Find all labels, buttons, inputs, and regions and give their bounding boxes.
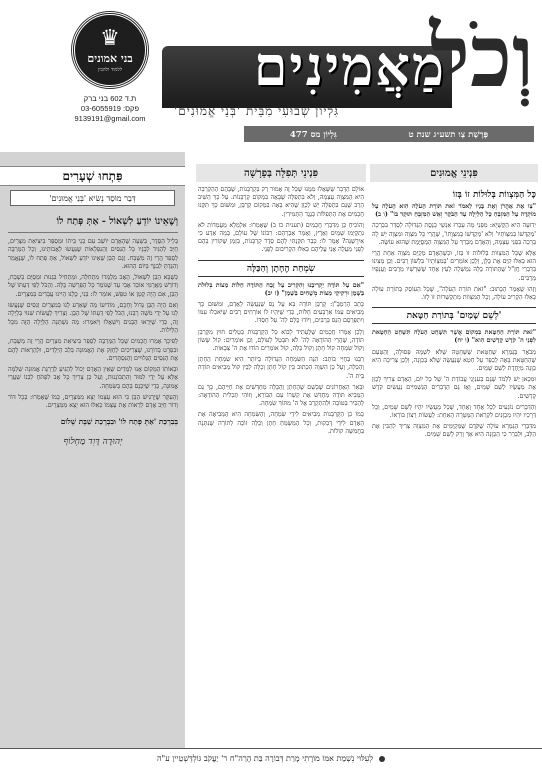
- article-paragraph: אוֹלָם הַדָּבָר שֶׁשָּׁאֲלוּ מִמֶּנּוּ שֶׁכָּל זֶה אָמוּר רַק בְּקָרְבָּנוֹת, שֶׁבָּהֶם הַהַקְרָבָה הִיא הַמִּצְוָה עַצְמָהּ, וְלֹא בִּתְפִלָּה שֶׁבָּאָה בִּמְקוֹם קָרְבָּנוֹת. עַל כָּךְ הֵשִׁיב הָרַב שֶׁגַּם בִּתְפִלָּה יֵשׁ לְכַוֵּן שֶׁהִיא בָּאָה בִּמְקוֹם קָרְבָּן, וּמִשּׁוּם כָּךְ תִּקְּנוּ חֲכָמִים אֶת הַתְּפִלּוֹת כְּנֶגֶד הַתְּמִידִין.: [198, 186, 364, 218]
- masthead: [0, 0, 542, 152]
- middle-article-column: [198, 186, 364, 726]
- divider: [8, 232, 178, 233]
- article-paragraph: מְבֹאָר בַּגְּמָרָא שֶׁחַטָּאת שֶׁשְּׁחָטָהּ שֶׁלֹּא לִשְׁמָהּ פְּסוּלָה, וְהַטַּעַם שֶׁהַחַטָּאת בָּאָה לְכַפֵּר עַל חֵטְא שֶׁנַּעֲשָׂה שֶׁלֹּא בְּכַוָּנָה, וְלָכֵן צְרִיכָה הִיא כַּוָּנָה מְיֻחֶדֶת לְשֵׁם שָׁמַיִם.: [372, 348, 536, 373]
- article-paragraph: וּבֵאֵר הָאַחֲרוֹנִים שֶׁכְּשֵׁם שֶׁהֶחָתָן וְהַכַּלָּה מְחַדְּשִׁים אֶת חַיֵּיהֶם, כָּךְ גַּם הַמֵּבִיא תּוֹדָה מְחַדֵּשׁ אֶת קִשְׁרוֹ עִם הַבּוֹרֵא, וְזוֹהִי תַּכְלִית הַהוֹדָאָה: לְהַכִּיר בַּטּוֹבָה וּלְהִתְקָרֵב אֶל ה' מִתּוֹךְ שִׂמְחָה.: [198, 383, 364, 408]
- contact-info: [62, 94, 158, 124]
- article-paragraph: וְלָכֵן אָמְרוּ חֲכָמִים שֶׁלֶּעָתִיד לָבוֹא כָּל הַקָּרְבָּנוֹת בְּטֵלִים חוּץ מִקָּרְבַּן תּוֹדָה, שֶׁהֲרֵי הַהוֹדָאָה לַה' לֹא תִּבָּטֵל לְעוֹלָם, וְכֵן אוֹמְרִים: קוֹל שָׂשׂוֹן וְקוֹל שִׂמְחָה קוֹל חָתָן וְקוֹל כַּלָּה, קוֹל אוֹמְרִים הוֹדוּ אֶת ה' צְבָאוֹת.: [198, 328, 364, 353]
- sidebar-paragraph: לְפִיכָךְ אָמְרוּ חֲכָמִים שֶׁכָּל הַמַּרְבֶּה לְסַפֵּר בִּיצִיאַת מִצְרַיִם הֲרֵי זֶה מְשֻׁבָּח, וּבִפְרָט בְּדוֹרֵנוּ, שֶׁצְּרִיכִים לְחַזֵּק אֶת הָאֱמוּנָה בְּלֵב הַיְּלָדִים, וּלְהַרְאוֹת לָהֶם אֶת הַנִּסִּים הַגְּלוּיִים וְהַנִּסְתָּרִים.: [8, 338, 178, 362]
- title-prefix: וְכֹל: [429, 6, 534, 107]
- crown-icon: ♛: [100, 25, 120, 51]
- contact-address: ת.ד 602 בני ברק: [83, 94, 137, 103]
- sidebar-closing: בְּבִרְכַּת 'אַתְּ פְּתַח לוֹ' וּבִבְרָכַת שַׁבָּת שָׁלוֹם: [60, 416, 178, 426]
- article-paragraph: אֶלָּא שֶׁכָּל הַמִּצְווֹת בְּלוּלוֹת זוֹ בְּזוֹ, וּכְשֶׁהָאָדָם מְקַיֵּם מִצְוָה אַחַת הֲרֵי הוּא כְּאִלּוּ קִיֵּם אֶת כֻּלָּן, וְלָכֵן אוֹמְרִים 'בְּמִצְוֹתָיו' בִּלְשׁוֹן רַבִּים. וְכֵן מָצִינוּ בְּדִבְרֵי חֲזַ"ל שֶׁהַתּוֹרָה כֻּלָּהּ נִמְשְׁלָה לְעֵץ אֶחָד שֶׁשָּׁרָשָׁיו מְרֻבִּים וַעֲנָפָיו מְרֻבִּים.: [372, 250, 536, 282]
- logo-tagline: ללמוד ולהבין: [97, 66, 123, 73]
- sidebar-heading: וְשֶׁאֵינוֹ יוֹדֵעַ לִשְׁאוֹל - אַתְּ פְּתַח לוֹ: [56, 216, 178, 227]
- sidebar-subheader: דְּבַר מוֹסַד נְשִׂיא 'בְּנֵי אֱמוּנִים': [10, 190, 175, 206]
- article-paragraph: יְדוּעָה הִיא הַקֻּשְׁיָא: מִפְּנֵי מָה עָבְרוּ אַנְשֵׁי כְּנֶסֶת הַגְּדוֹלָה לְסַדֵּר בִּבְרָכָה 'מְקַדְּשׁוֹ בְּמִצְוֹתָיו' וְלֹא 'מְקַדְּשׁוֹ בְּמִצְוָתוֹ', שֶׁהֲרֵי כָּל מִצְוָה וּמִצְוָה יֵשׁ לָהּ בְּרָכָה בִּפְנֵי עַצְמָהּ, וְהָאָדָם מְבָרֵךְ עַל הַמִּצְוָה הַמְסֻיֶּמֶת שֶׁהוּא עוֹשֶׂה.: [372, 222, 536, 246]
- sidebar-paragraph: וְאִם הָיָה הַבֵּן גָּדוֹל וְחָכָם, מוֹדִיעוֹ מַה שֶּׁאֵרַע לָנוּ בְּמִצְרַיִם וְנִסִּים שֶׁנַּעֲשׂוּ לָנוּ עַל יְדֵי מֹשֶׁה רַבֵּנוּ, הַכֹּל לְפִי דַּעְתּוֹ שֶׁל הַבֵּן. וְצָרִיךְ לַעֲשׂוֹת שִׁנּוּי בְּלַיְלָה זֶה, כְּדֵי שֶׁיִּרְאוּ הַבָּנִים וְיִשְׁאֲלוּ וְיֹאמְרוּ: מַה נִּשְׁתַּנָּה הַלַּיְלָה הַזֶּה מִכָּל הַלֵּילוֹת.: [8, 302, 178, 334]
- sidebar-paragraph: בְּלֵיל הַסֵּדֶר, בְּשָׁעָה שֶׁהָאָדָם יוֹשֵׁב עִם בְּנֵי בֵּיתוֹ וּמְסַפֵּר בִּיצִיאַת מִצְרַיִם, חַיָּב לְהַגִּיד לְבָנָיו כָּל הַנִּסִּים וְהַנִּפְלָאוֹת שֶׁנַּעֲשׂוּ לַאֲבוֹתֵינוּ, וְכָל הַמַּרְבֶּה לְסַפֵּר הֲרֵי זֶה מְשֻׁבָּח. וְגַם הַבֵּן שֶׁאֵינוֹ יוֹדֵעַ לִשְׁאוֹל, אַתְּ פְּתַח לוֹ, שֶׁנֶּאֱמַר וְהִגַּדְתָּ לְבִנְךָ בַּיּוֹם הַהוּא.: [8, 238, 178, 270]
- organization-logo: [72, 12, 148, 88]
- editorial-sidebar: [0, 152, 185, 748]
- article-paragraph: כָּתַב הָרַמְבַּ"ן: קָרְבַּן תּוֹדָה בָּא עַל נֵס שֶׁנַּעֲשָׂה לָאָדָם, וּמִשּׁוּם כָּךְ מְבִיאִים עִמּוֹ אַרְבָּעִים חַלּוֹת, כְּדֵי שֶׁיִּהְיוּ לוֹ אוֹרְחִים רַבִּים שֶׁיֹּאכְלוּ עִמּוֹ וְיִתְפַּרְסֵם הַנֵּס בָּרַבִּים, וְיוֹדוּ כֻּלָּם לַה' עַל חַסְדּוֹ.: [198, 301, 364, 325]
- contact-fax: פקס: 03-6055919: [80, 104, 140, 113]
- section-title: שִׂמְחַת הֶחָתָן וְהַכַּלָּה: [198, 260, 364, 277]
- masthead-subtitle: גִּלְיוֹן שְׁבוּעִי מִבֵּית 'בְּנֵי אֱמוּנִים': [174, 104, 340, 118]
- right-column-header: פִּנְינֵי אֱמוּנִים: [370, 164, 538, 182]
- section-title: 'לְשֵׁם שָׁמַיִם' בְּתוֹרַת חַטָּאת: [372, 307, 536, 324]
- article-paragraph: וְזֶהוּ שֶׁאָמַר הַכָּתוּב: "זֹאת תּוֹרַת הָעֹלָה", שֶׁכָּל הָעוֹסֵק בְּתוֹרַת עוֹלָה כְּאִלּוּ הִקְרִיב עוֹלָה, וְכָל הַמִּצְווֹת מִתְקַשְּׁרוֹת זוֹ לְזוֹ.: [372, 285, 536, 302]
- sidebar-paragraph: וְהָעִקָּר שֶׁיַּרְגִּישׁ הַבֵּן כִּי הוּא עַצְמוֹ יָצָא מִמִּצְרַיִם, כְּמוֹ שֶׁאָמְרוּ: בְּכָל דּוֹר וָדוֹר חַיָּב אָדָם לִרְאוֹת אֶת עַצְמוֹ כְּאִלּוּ הוּא יָצָא מִמִּצְרַיִם.: [8, 394, 178, 410]
- verse-quote: "זֹאת תּוֹרַת הַחַטָּאת בִּמְקוֹם אֲשֶׁר תִּשָּׁחֵט הָעֹלָה תִּשָּׁחֵט הַחַטָּאת לִפְנֵי ה' קֹדֶשׁ קָדָשִׁים הִוא" (ו יח): [372, 329, 536, 345]
- sidebar-body: [8, 212, 178, 732]
- title-main: מַאֲמִינִים: [253, 34, 446, 98]
- issue-number: גִּלְיוֹן מס 477: [289, 129, 337, 140]
- issue-parasha: פָּרָשַׁת צַו תשע״ג שנת ט: [408, 129, 489, 140]
- article-paragraph: כְּמוֹ כֵן הַקָּרְבָּנוֹת מְבִיאִים לִידֵי שִׂמְחָה, וְהַשִּׂמְחָה הִיא הַמְּבִיאָה אֶת הָאָדָם לִידֵי דְּבֵקוּת, וְכָל הַמְּשַׂמֵּחַ חָתָן וְכַלָּה זוֹכֶה לְתוֹרָה שֶׁנִּתְּנָה בַּחֲמִשָּׁה קוֹלוֹת.: [198, 411, 364, 435]
- logo-name: בני אמונים: [87, 51, 133, 65]
- article-paragraph: וּמִכָּאן יֵשׁ לִלְמֹד שֶׁגַּם בְּעִנְיְנֵי עֲבוֹדַת ה' שֶׁל כָּל יוֹם, הָאָדָם צָרִיךְ לְכַוֵּן אֶת מַעֲשָׂיו לְשֵׁם שָׁמַיִם, וְאָז גַּם הַדְּבָרִים הַגַּשְׁמִיִּים נַעֲשִׂים קֹדֶשׁ קָדָשִׁים.: [372, 376, 536, 400]
- contact-email[interactable]: 9139191@gmail.com: [74, 114, 146, 123]
- article-paragraph: רַבֵּנוּ בְּחַיֵּי כּוֹתֵב: הִנֵּה הַשִּׂמְחָה הַגְּדוֹלָה בְּיוֹתֵר הִיא שִׂמְחַת הֶחָתָן וְהַכַּלָּה, וְעַל כֵּן הִשְׁוָה הַכָּתוּב בֵּין קוֹל חָתָן וְכַלָּה לְבֵין קוֹל מְבִיאִים תּוֹדָה בֵּית ה'.: [198, 356, 364, 380]
- verse-quote: "אִם עַל תּוֹדָה יַקְרִיבֶנּוּ וְהִקְרִיב עַל זֶבַח הַתּוֹדָה חַלּוֹת מַצּוֹת בְּלוּלֹת בַּשֶּׁמֶן וּרְקִיקֵי מַצּוֹת מְשֻׁחִים בַּשָּׁמֶן" (ז יב): [198, 281, 364, 297]
- article-paragraph: וְהוֹכִיחַ כֵּן מִדִּבְרֵי חֲכָמִים (תענית כז ב) שֶׁאָמְרוּ: אִלְמָלֵא מַעֲמָדוֹת לֹא נִתְקַיְּמוּ שָׁמַיִם וָאָרֶץ, וְאָמַר אַבְרָהָם: רִבּוֹנוֹ שֶׁל עוֹלָם, בְּמָה אֵדַע כִּי אִירָשֶׁנָּה? אָמַר לוֹ: כְּבָר תִּקַּנְתִּי לָהֶם סֵדֶר קָרְבָּנוֹת, בִּזְמַן שֶׁקּוֹרִין בָּהֶם לְפָנַי מַעֲלֶה אֲנִי עֲלֵיהֶם כְּאִלּוּ הִקְרִיבוּם לְפָנַי.: [198, 221, 364, 254]
- article-paragraph: וְהַדְּבָרִים נוֹגְעִים לְכָל אֶחָד וְאֶחָד, שֶׁכָּל מַעֲשָׂיו יִהְיוּ לְשֵׁם שָׁמַיִם, וְכָל דְּרָכָיו יִהְיוּ מְכֻוָּנִים לִקְרָאת הַמַּטָּרָה הָאַחַת: לַעֲשׂוֹת רְצוֹן בּוֹרְאוֹ.: [372, 403, 536, 420]
- right-article-column: [372, 186, 536, 726]
- dedication-footer: [0, 748, 542, 768]
- verse-quote: "צַו אֶת אַהֲרֹן וְאֶת בָּנָיו לֵאמֹר זֹאת תּוֹרַת הָעֹלָה הִוא הָעֹלָה עַל מוֹקְדָה עַל הַמִּזְבֵּחַ כָּל הַלַּיְלָה עַד הַבֹּקֶר וְאֵשׁ הַמִּזְבֵּחַ תּוּקַד בּוֹ" (ו ב): [372, 203, 536, 219]
- dedication-text: לְעִלּוּי נִשְׁמַת אִמּוֹ מוֹרָתִי מָרַת דְּבוֹרָה בַּת הָרַה"ח ר' יַעֲקֹב גּוֹלְדְּשְׁטֵיין ע"ה: [156, 754, 374, 763]
- section-title: כָּל הַמִּצְווֹת בְּלוּלוֹת זוֹ בְּזוֹ: [452, 190, 536, 200]
- issue-bar: [244, 126, 534, 142]
- sidebar-paragraph: וּבְאוֹתוֹ הַמָּקוֹם אָנוּ לְמֵדִים שֶׁאֵין הָאָדָם יָכוֹל לְהַגִּיעַ לְדַרְגַּת אֱמוּנָה שְׁלֵמָה אֶלָּא עַל יְדֵי לִמּוּד וְהִתְבּוֹנְנוּת, וְעַל כֵּן צָרִיךְ כָּל אָב לִפְתֹּחַ לִבְנוֹ שַׁעֲרֵי אֱמוּנָה, כְּדֵי שֶׁיִּכָּנֵס בָּהֶם בְּשִׂמְחָה.: [8, 366, 178, 390]
- middle-column-header: פִּנְינֵי תְּפִלָּה בְּפָרָשָׁה: [196, 164, 366, 182]
- article-paragraph: מִדִּבְרֵי הַגְּמָרָא עוֹלֶה שֶׁקֹּדֶם שֶׁמְּקַיְּמִים אֶת הַמִּצְוָה צָרִיךְ לְהַכִּין אֶת הַלֵּב, וּלְבָרֵר כִּי הַכַּוָּנָה הִיא אַךְ וְרַק לְשֵׁם שָׁמַיִם.: [372, 423, 536, 439]
- sidebar-header: פִּתְחוּ שְׁעָרִים: [0, 166, 185, 186]
- author-signature: יְהוּדָה דָּוִד מַחְלוֹף: [63, 436, 123, 447]
- bullet-icon: [379, 756, 385, 762]
- sidebar-paragraph: כְּשֶׁבָּא הַבֵּן לִשְׁאוֹל, הָאָב מְלַמְּדוֹ מִתְחִלָּה, וּמַתְחִיל בִּגְנוּת וּמְסַיֵּם בְּשֶׁבַח, וְדוֹרֵשׁ מֵאֲרַמִּי אוֹבֵד אָבִי עַד שֶׁגּוֹמֵר כָּל הַפָּרָשָׁה כֻּלָּהּ. וְהַכֹּל לְפִי דַּעְתּוֹ שֶׁל הַבֵּן, אִם הָיָה קָטָן אוֹ טִפֵּשׁ, אוֹמֵר לוֹ: בְּנִי, כֻּלָּנוּ הָיִינוּ עֲבָדִים בְּמִצְרַיִם.: [8, 274, 178, 298]
